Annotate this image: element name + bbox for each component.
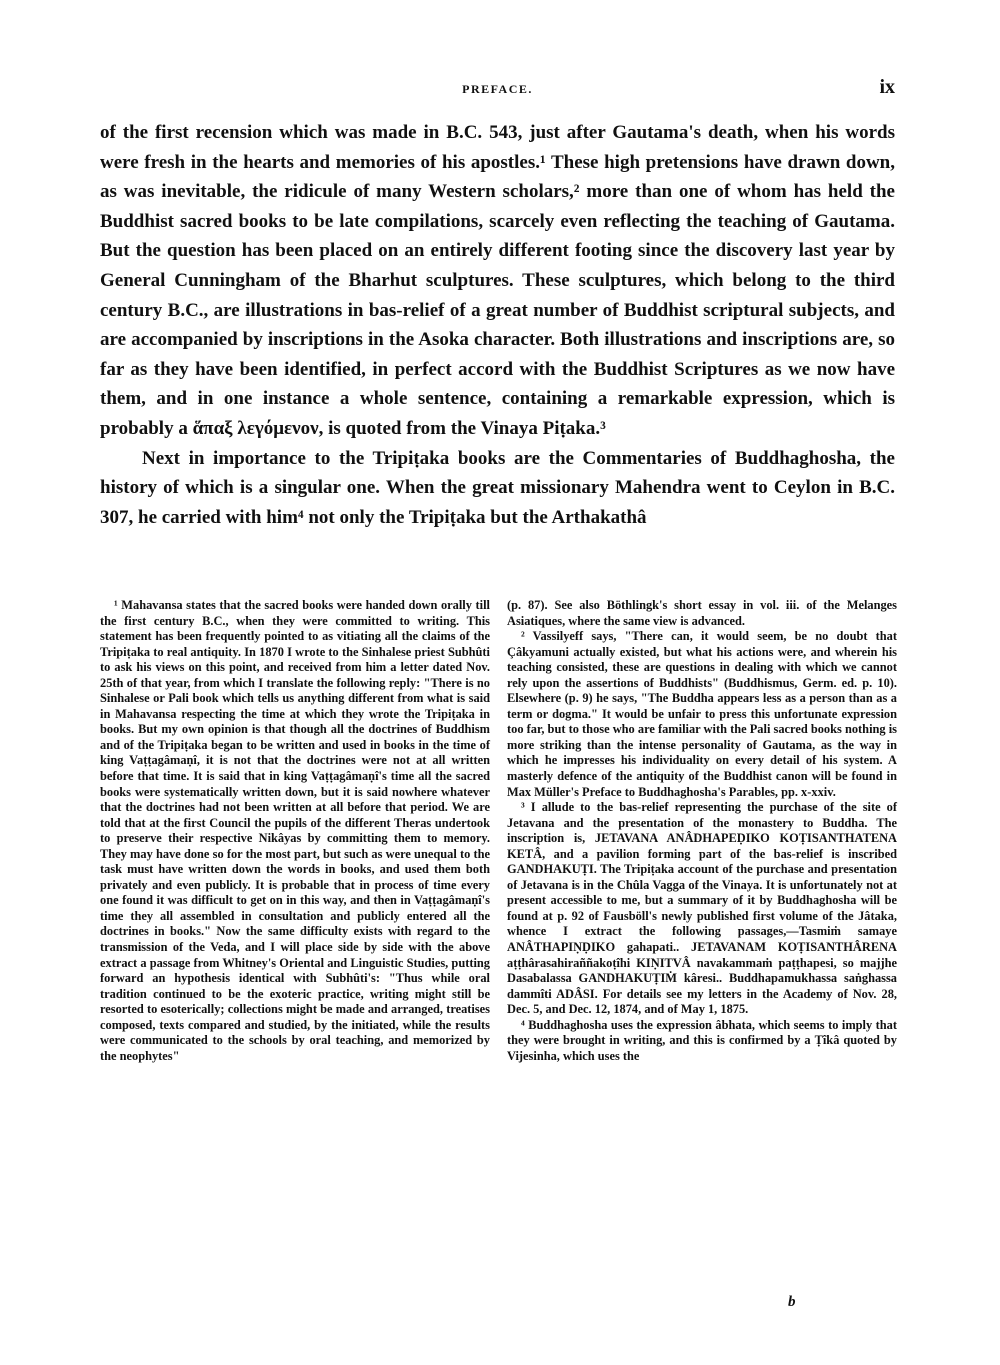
body-paragraph: of the first recension which was made in B.C. 543, just after Gautama's death, when his words were fresh in the hearts and memories of his apostles.¹ These high pretensions have drawn down, as was inevitable, the ridicule of many Western scholars,² more than one of whom has held the Buddhist sacred books to be late compilations, scarcely even reflecting the teaching of Gautama. But the question has been placed on an entirely different footing since the discovery last year by General Cunningham of the Bharhut sculptures. These sculptures, which belong to the third century B.C., are illustrations in bas-relief of a great number of Buddhist scriptural subjects, and are accompanied by inscriptions in the Asoka character. Both illustrations and inscriptions are, so far as they have been identified, in perfect accord with the Buddhist Scriptures as we now have them, and in one instance a whole sentence, containing a remarkable expression, which is probably a ἅπαξ λεγόμενον, is quoted from the Vinaya Piṭaka.³ xyxy=(100,122,895,439)
footnote-column-left xyxy=(100,598,490,1064)
footnotes xyxy=(100,598,897,1064)
footnote-4: ⁴ Buddhaghosha uses the expression âbhata, which seems to imply that they were brought in writing, and this is confirmed by a Ṭîkâ quoted by Vijesinha, which uses the xyxy=(507,1017,897,1063)
running-title: PREFACE. xyxy=(462,82,533,96)
footnote-column-right xyxy=(507,598,897,1064)
page-number: ix xyxy=(879,76,895,98)
signature-mark: b xyxy=(788,1294,796,1310)
body-paragraph: Next in importance to the Tripiṭaka books are the Commentaries of Buddhaghosha, the history of which is a singular one. When the great missionary Mahendra went to Ceylon in B.C. 307, he carried with him⁴ not only the Tripiṭaka but the Arthakathâ xyxy=(100,447,895,528)
body-text xyxy=(100,118,895,532)
footnote-1-continued: (p. 87). See also Böthlingk's short essay in vol. iii. of the Melanges Asiatiques, where the same view is advanced. xyxy=(507,598,897,628)
footnote-2: ² Vassilyeff says, "There can, it would seem, be no doubt that Çâkyamuni actually existed, but what his actions were, and wherein his teaching consisted, these are questions in dealing with which we cannot rely upon the assertions of Buddhists" (Buddhismus, Germ. ed. p. 10). Elsewhere (p. 9) he says, "The Buddha appears less as a person than as a term or dogma." It would be unfair to press this unfortunate expression too far, but to those who are familiar with the Pali sacred books nothing is more striking than the intense personality of Gautama, as the way in which he impresses his individuality on every detail of his system. A masterly defence of the antiquity of the Buddhist canon will be found in Max Müller's Preface to Buddhaghosha's Parables, pp. x-xxiv. xyxy=(507,629,897,799)
footnote-3: ³ I allude to the bas-relief representing the purchase of the site of Jetavana and the presentation of the monastery to Buddha. The inscription is, JETAVANA ANÂDHAPEḌIKO KOṬISANTHATENA KETÂ, and a pavilion forming part of the bas-relief is inscribed GANDHAKUṬI. The Tripiṭaka account of the purchase and presentation of Jetavana is in the Chûla Vagga of the Vinaya. It is unfortunately not at present accessible to me, but a summary of it by Buddhaghosha will be found at p. 92 of Fausböll's newly published first volume of the Jâtaka, whence I extract the following passages,—Tasmiṁ samaye ANÂTHAPIṆḌIKO gahapati.. JETAVANAM KOṬISANTHÂRENA aṭṭhârasahiraññakoṭîhi KIṆITVÂ navakammaṁ paṭṭhapesi, so majjhe Dasabalassa GANDHAKUṬIṀ kâresi.. Buddhapamukhassa saṅghassa dammîti ADÂSI. For details see my letters in the Academy of Nov. 28, Dec. 5, and Dec. 12, 1874, and of May 1, 1875. xyxy=(507,800,897,1017)
footnote-1: ¹ Mahavansa states that the sacred books were handed down orally till the first century B.C., when they were committed to writing. This statement has been frequently pointed to as vitiating all the claims of the Tripiṭaka to real antiquity. In 1870 I wrote to the Sinhalese priest Subhûti to ask his views on this point, and received from him a letter dated Nov. 25th of that year, from which I translate the following reply: "There is no Sinhalese or Pali book which tells us anything different from what is said in Mahavansa respecting the time at which they wrote the Tripiṭaka in books. But my own opinion is that though all the doctrines of Buddhism and of the Tripiṭaka began to be written and used in books in the time of king Vaṭṭagâmaṇî, it is not that the doctrines were not at all written before that time. It is said that in king Vaṭṭagâmaṇî's time all the sacred books were systematically written down, but it is said nowhere whatever that the doctrines had not been written at all before that period. We are told that at the first Council the pupils of the different Theras undertook to preserve their respective Nikâyas by committing them to memory. They may have done so for the most part, but such as were unequal to the task must have written down the words in books, and used them both privately and even publicly. It is probable that in process of time every one found it was difficult to get on in this way, and then in Vaṭṭagâmaṇî's time they all assembled in consultation and publicly entered all the doctrines in books." Now the same difficulty exists with regard to the transmission of the Veda, and I will place side by side with the above extract a passage from Whitney's Oriental and Linguistic Studies, putting forward an hypothesis identical with Subhûti's: "Thus while oral tradition continued to be the exoteric practice, writing might still be resorted to esoterically; collections might be made and arranged, treatises composed, texts compared and studied, by the initiated, while the results were communicated to the schools by oral teaching, and memorized by the neophytes" xyxy=(100,598,490,1063)
page-header xyxy=(100,76,895,102)
